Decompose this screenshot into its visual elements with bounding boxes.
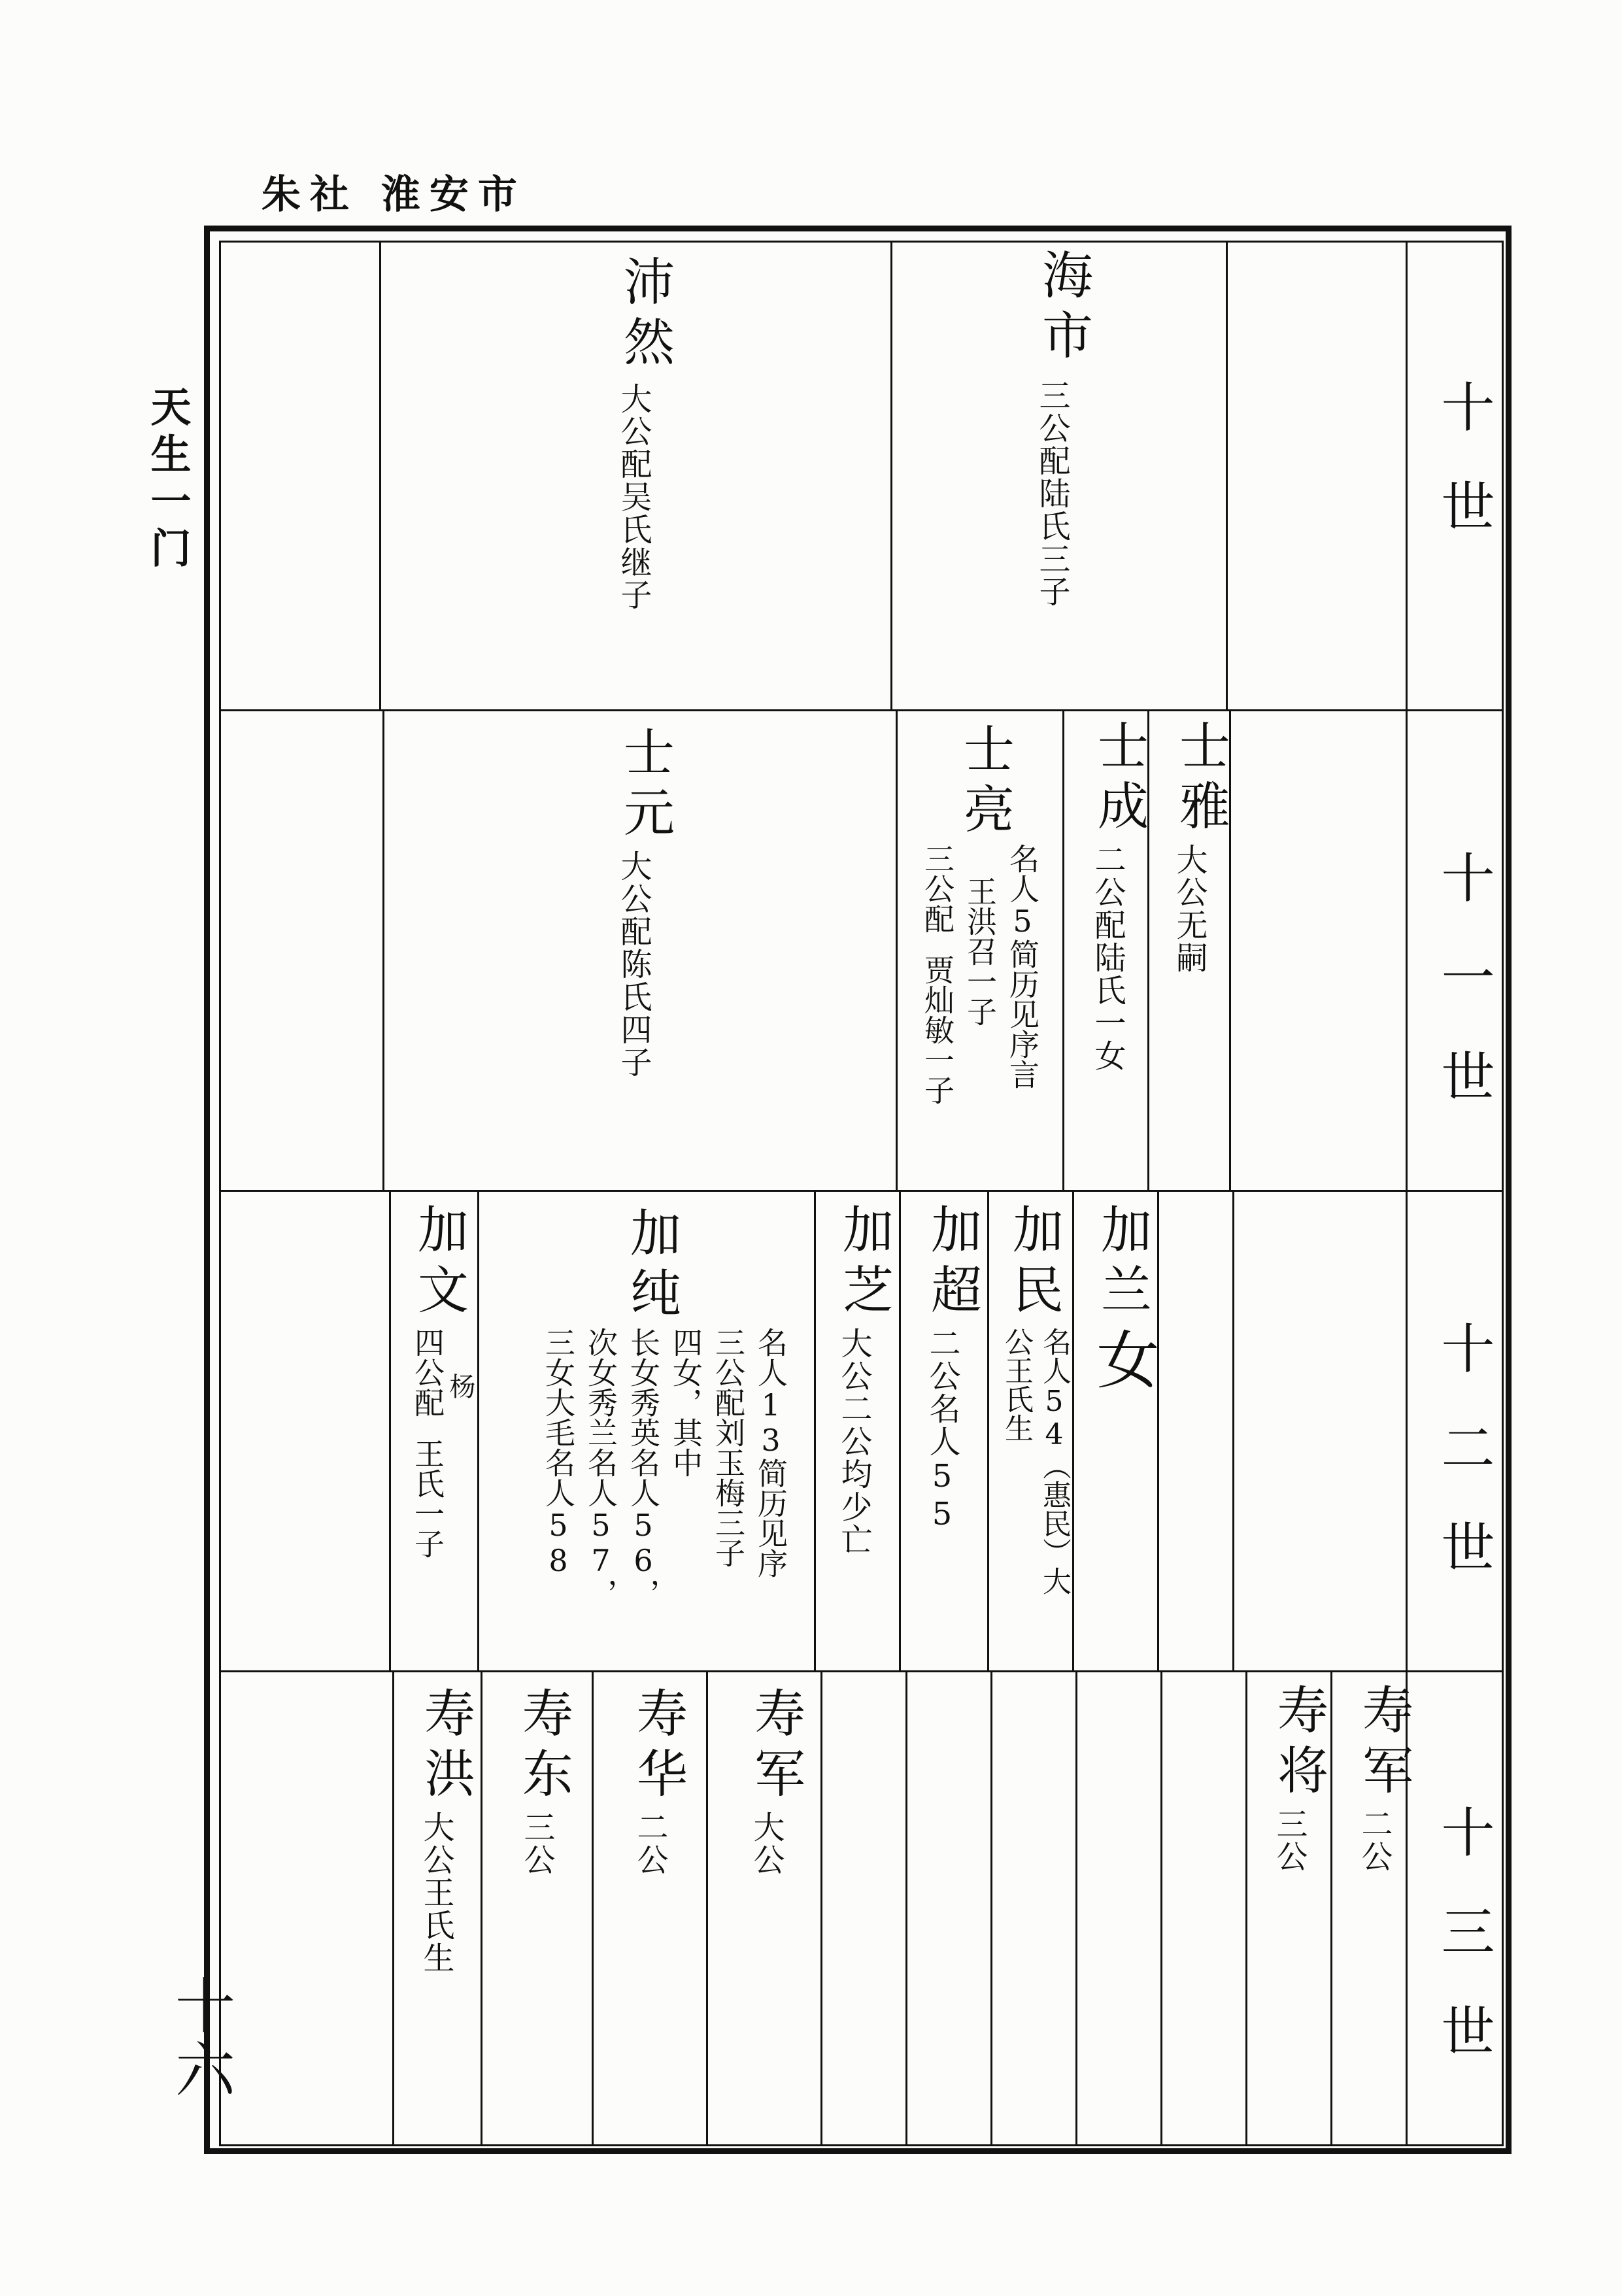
person-note-line: 名人13简历见序 (753, 1327, 788, 1578)
person-name: 加文 (409, 1203, 468, 1323)
cell-divider (1160, 1670, 1162, 2146)
page-number: 十六 (165, 1974, 235, 2102)
person-name: 寿洪 (416, 1687, 475, 1807)
person-note-line: 名人54（惠民）大 (1038, 1327, 1071, 1595)
cell-divider (477, 1190, 479, 1670)
person-note: 三公 (1271, 1808, 1308, 1873)
row-divider (219, 1670, 1504, 1672)
person-name: 士亮 (955, 722, 1014, 843)
person-note: 三公配陆氏三子 (1034, 379, 1070, 608)
person-note-line: 杨 (445, 1373, 475, 1399)
cell-divider (1075, 1670, 1077, 2146)
person-note: 大公王氏生 (418, 1811, 454, 1974)
generation-label: 十一世 (1432, 850, 1495, 1148)
person-name: 海市 (1034, 248, 1092, 369)
generation-label: 十世 (1432, 379, 1495, 578)
person-note-line: 四公配 (410, 1327, 445, 1417)
person-name: 加芝 (834, 1203, 893, 1323)
person-note-line: 三公配 (920, 843, 955, 934)
generation-label: 十二世 (1432, 1321, 1495, 1619)
cell-divider (382, 709, 384, 1190)
genealogy-table (219, 241, 1504, 2146)
cell-divider (890, 241, 892, 709)
person-note: 大公配吴氏继子 (615, 382, 652, 611)
person-note-line: 四女，其中 (668, 1327, 703, 1477)
person-note-line: 王氏一子 (410, 1438, 445, 1559)
cell-divider (379, 241, 381, 709)
page-header: 朱社 淮安市 (262, 172, 526, 218)
person-name: 寿军 (746, 1687, 805, 1807)
person-name: 寿华 (628, 1687, 687, 1807)
person-name: 寿东 (514, 1687, 573, 1807)
branch-label: 天生一门 (144, 386, 192, 574)
cell-divider (1245, 1670, 1247, 2146)
person-name: 寿军 (1354, 1683, 1413, 1804)
column-divider (1406, 241, 1408, 2146)
person-note: 大公 (748, 1811, 785, 1876)
person-note: 二公 (1356, 1808, 1393, 1873)
cell-divider (706, 1670, 708, 2146)
cell-divider (820, 1670, 822, 2146)
person-note: 大公二公均少亡 (836, 1327, 872, 1556)
person-note: 二公名人55 (924, 1327, 960, 1534)
generation-label: 十三世 (1432, 1804, 1495, 2102)
cell-divider (1226, 241, 1228, 709)
person-name: 士成 (1089, 719, 1148, 839)
cell-divider (814, 1190, 816, 1670)
person-note: 二公 (632, 1811, 668, 1876)
person-note-line: 长女秀英名人56， (626, 1327, 661, 1608)
person-note-line: 王洪召一子 (962, 876, 998, 1026)
person-name: 士雅 (1171, 719, 1230, 839)
person-note-line: 公王氏生 (1000, 1327, 1033, 1442)
person-name: 加兰 (1092, 1203, 1151, 1323)
person-note-line: 三公配刘玉梅三子 (711, 1327, 746, 1568)
person-note-line: 三女大毛名人58 (541, 1327, 576, 1578)
person-name: 寿将 (1269, 1683, 1328, 1804)
cell-divider (896, 709, 898, 1190)
person-name: 加纯 (622, 1206, 681, 1326)
cell-divider (905, 1670, 907, 2146)
person-note-line: 次女秀兰名人57， (583, 1327, 618, 1608)
cell-divider (1232, 1190, 1234, 1670)
cell-divider (990, 1670, 992, 2146)
person-note: 二公配陆氏一女 (1089, 843, 1126, 1072)
cell-divider (592, 1670, 594, 2146)
person-note-line: 名人5简历见序言 (1005, 843, 1040, 1089)
person-name: 加民 (1004, 1203, 1063, 1323)
person-note: 女 (1087, 1327, 1160, 1390)
person-name: 士元 (615, 726, 674, 846)
cell-divider (1062, 709, 1064, 1190)
person-note: 大公配陈氏四子 (615, 850, 652, 1079)
row-divider (219, 1190, 1504, 1192)
person-name: 加超 (922, 1203, 981, 1323)
cell-divider (392, 1670, 394, 2146)
person-note-line: 贾灿敏一子 (920, 954, 955, 1105)
person-note: 三公 (518, 1811, 555, 1876)
cell-divider (389, 1190, 391, 1670)
row-divider (219, 709, 1504, 711)
person-note: 大公无嗣 (1171, 843, 1208, 974)
person-name: 沛然 (615, 255, 674, 375)
